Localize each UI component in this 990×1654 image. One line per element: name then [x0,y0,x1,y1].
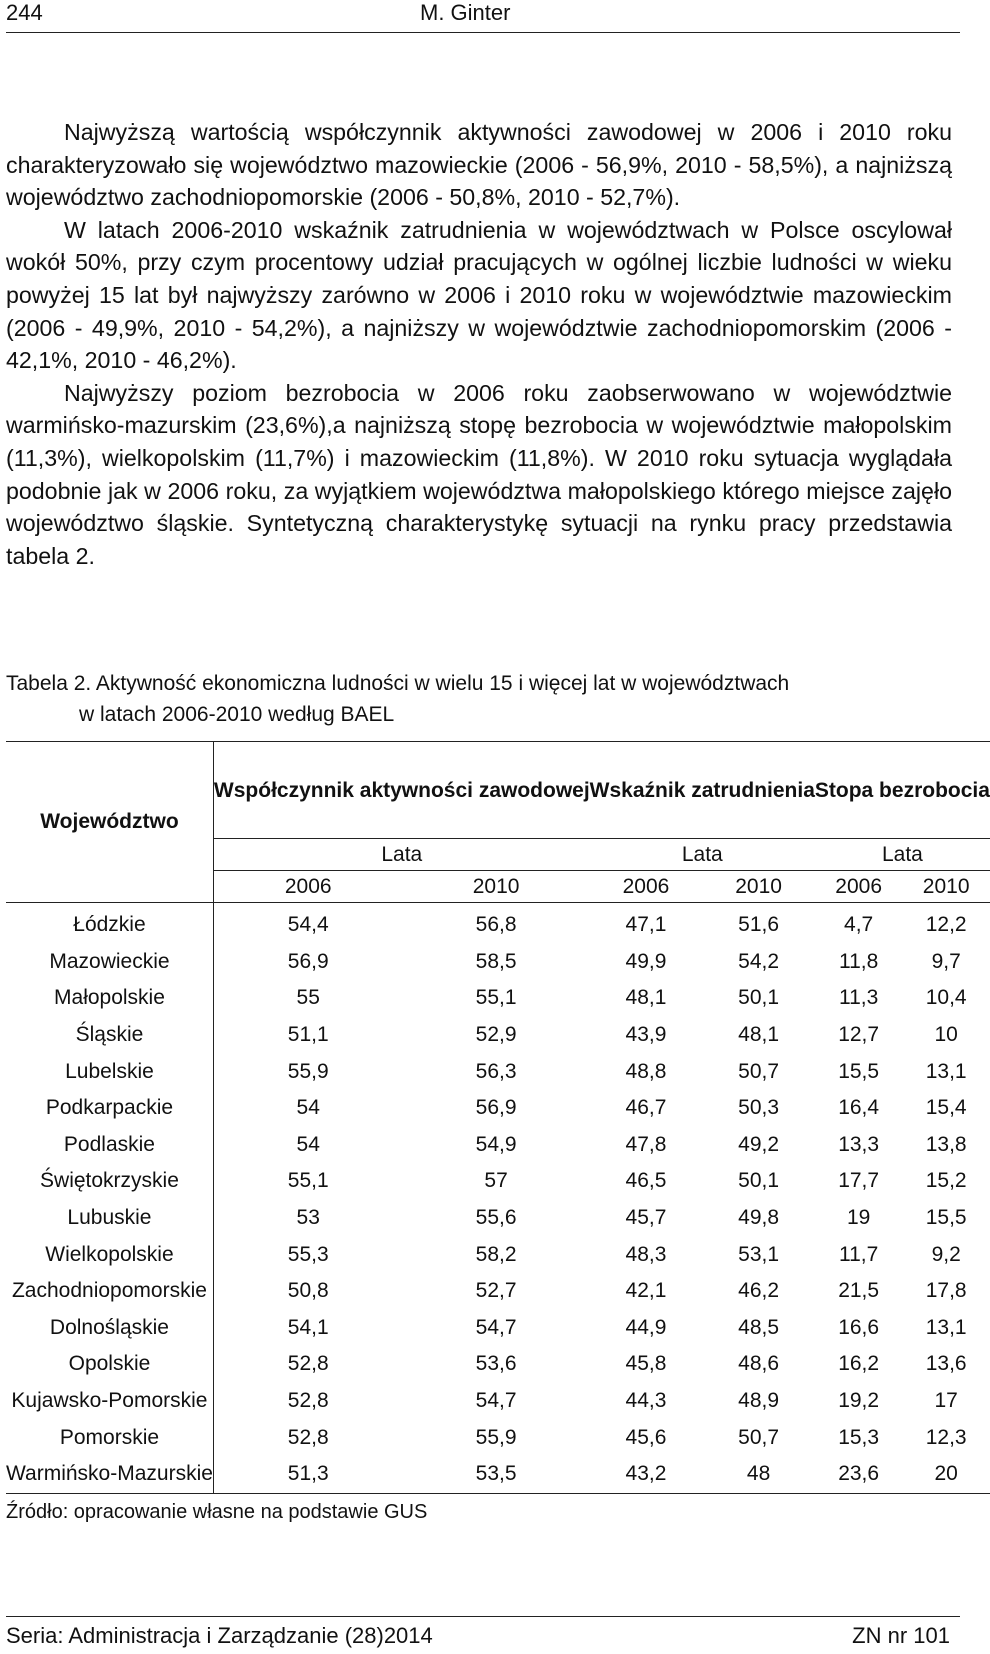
value-cell: 12,2 [925,913,967,937]
value-cell: 54 [296,1132,320,1156]
group-header-unemployment: Stopa bezrobocia [815,742,990,839]
value-cell: 51,6 [738,913,780,937]
value-cell: 45,7 [625,1206,667,1230]
value-cell: 46,5 [625,1169,667,1193]
value-cell: 56,3 [475,1059,517,1083]
value-cell: 55,9 [475,1425,517,1449]
value-cell: 45,8 [625,1352,667,1376]
value-cell: 57 [484,1169,508,1193]
value-cell: 21,5 [838,1279,880,1303]
value-cell: 13,1 [925,1059,967,1083]
value-cell: 48,9 [738,1389,780,1413]
source-note: Źródło: opracowanie własne na podstawie GUS [6,1501,428,1523]
value-cell: 55,9 [287,1059,329,1083]
value-cell: 50,7 [738,1425,780,1449]
value-cell: 17,8 [925,1279,967,1303]
region-cell: Dolnośląskie [6,1310,213,1347]
region-cell: Zachodniopomorskie [6,1273,213,1310]
year-header: 2010 [702,871,815,903]
value-cell: 48,3 [625,1242,667,1266]
data-table [6,741,990,1494]
page-number: 244 [6,0,43,25]
value-cell: 23,6 [815,1456,903,1493]
caption-line: w latach 2006-2010 według BAEL [79,703,395,726]
value-cell: 10 [934,1023,958,1047]
page-header [6,0,960,33]
region-cell: Lubuskie [6,1200,213,1237]
value-cell: 54,7 [475,1389,517,1413]
table-row [6,1200,990,1237]
value-cell: 52,7 [475,1279,517,1303]
value-cell: 12,3 [925,1425,967,1449]
region-column-header: Województwo [6,742,213,903]
table-caption [6,668,952,730]
caption-line: Tabela 2. Aktywność ekonomiczna ludności w wielu 15 i więcej lat w województwach [6,672,790,695]
value-cell: 49,2 [738,1132,780,1156]
value-cell: 53,6 [475,1352,517,1376]
table-row [6,1346,990,1383]
table-row [6,1127,990,1164]
value-cell: 15,2 [925,1169,967,1193]
region-cell: Wielkopolskie [6,1236,213,1273]
region-cell: Pomorskie [6,1419,213,1456]
value-cell: 47,1 [625,913,667,937]
data-table-wrapper [6,741,990,1494]
value-cell: 48,1 [738,1023,780,1047]
value-cell: 17 [934,1389,958,1413]
value-cell: 15,5 [925,1206,967,1230]
value-cell: 51,1 [287,1023,329,1047]
issue-number: ZN nr 101 [852,1623,950,1648]
series-title: Seria: Administracja i Zarządzanie (28)2014 [6,1623,433,1648]
value-cell: 20 [902,1456,990,1493]
value-cell: 17,7 [838,1169,880,1193]
years-subheader: Lata [815,839,990,871]
value-cell: 4,7 [844,913,874,937]
value-cell: 16,2 [838,1352,880,1376]
region-cell: Łódzkie [6,903,213,944]
table-row [6,1310,990,1347]
value-cell: 11,7 [838,1242,879,1266]
value-cell: 55,3 [287,1242,329,1266]
year-header: 2006 [590,871,703,903]
value-cell: 49,9 [625,949,667,973]
value-cell: 51,3 [213,1456,402,1493]
table-row [6,1419,990,1456]
year-header: 2010 [403,871,590,903]
region-cell: Kujawsko-Pomorskie [6,1383,213,1420]
group-header-activity: Współczynnik aktywności zawodowej [213,742,589,839]
value-cell: 50,3 [738,1096,780,1120]
value-cell: 53 [296,1206,320,1230]
group-header-employment: Wskaźnik zatrudnienia [590,742,815,839]
value-cell: 54,1 [287,1315,329,1339]
value-cell: 52,8 [287,1389,329,1413]
region-cell: Warmińsko-Mazurskie [6,1456,213,1493]
table-row [6,944,990,981]
table-row [6,1273,990,1310]
page-footer [6,1616,960,1654]
table-row [6,1053,990,1090]
region-cell: Opolskie [6,1346,213,1383]
region-cell: Mazowieckie [6,944,213,981]
value-cell: 50,8 [287,1279,329,1303]
value-cell: 55,6 [475,1206,517,1230]
value-cell: 58,2 [475,1242,517,1266]
value-cell: 55,1 [287,1169,329,1193]
table-row [6,1017,990,1054]
value-cell: 56,9 [287,949,329,973]
value-cell: 13,3 [838,1132,880,1156]
value-cell: 50,7 [738,1059,780,1083]
table-row [6,1163,990,1200]
value-cell: 44,3 [625,1389,667,1413]
region-cell: Podkarpackie [6,1090,213,1127]
table-row [6,1236,990,1273]
value-cell: 48,5 [738,1315,780,1339]
body-text [6,116,952,572]
value-cell: 56,8 [475,913,517,937]
table-row [6,980,990,1017]
year-header: 2006 [815,871,903,903]
value-cell: 48,8 [625,1059,667,1083]
paragraph: Najwyższą wartością współczynnik aktywności zawodowej w 2006 i 2010 roku charakteryzowało się województwo mazowieckie (2006 - 56,9%, 2010 - 58,5%), a najniższą województwo zachodniopomorskie (2006 - 50,8%, 2010 - 52,7%). [6,119,952,211]
value-cell: 58,5 [475,949,517,973]
value-cell: 13,8 [925,1132,967,1156]
value-cell: 50,1 [738,986,780,1010]
region-cell: Małopolskie [6,980,213,1017]
value-cell: 52,9 [475,1023,517,1047]
years-subheader: Lata [213,839,589,871]
value-cell: 42,1 [625,1279,667,1303]
value-cell: 47,8 [625,1132,667,1156]
region-cell: Śląskie [6,1017,213,1054]
value-cell: 11,3 [838,986,879,1010]
value-cell: 13,1 [925,1315,967,1339]
value-cell: 54,7 [475,1315,517,1339]
value-cell: 43,9 [625,1023,667,1047]
value-cell: 53,5 [403,1456,590,1493]
value-cell: 54,9 [475,1132,517,1156]
value-cell: 54,4 [287,913,329,937]
table-row [6,1456,990,1493]
value-cell: 45,6 [625,1425,667,1449]
value-cell: 9,7 [931,949,961,973]
region-cell: Świętokrzyskie [6,1163,213,1200]
region-cell: Podlaskie [6,1127,213,1164]
value-cell: 48,1 [625,986,667,1010]
value-cell: 16,4 [838,1096,880,1120]
value-cell: 55,1 [475,986,517,1010]
value-cell: 19,2 [838,1389,880,1413]
value-cell: 11,8 [838,949,879,973]
running-head: M. Ginter [420,0,511,25]
value-cell: 19 [846,1206,871,1230]
value-cell: 50,1 [738,1169,780,1193]
value-cell: 56,9 [475,1096,517,1120]
value-cell: 49,8 [738,1206,780,1230]
value-cell: 10,4 [925,986,967,1010]
value-cell: 46,2 [738,1279,780,1303]
value-cell: 15,3 [838,1425,880,1449]
value-cell: 48 [702,1456,815,1493]
value-cell: 54 [296,1096,320,1120]
table-row [6,903,990,944]
year-header: 2010 [902,871,990,903]
value-cell: 12,7 [838,1023,880,1047]
table-row [6,1383,990,1420]
region-cell: Lubelskie [6,1053,213,1090]
value-cell: 13,6 [925,1352,967,1376]
table-body [6,903,990,1494]
paragraph: Najwyższy poziom bezrobocia w 2006 roku zaobserwowano w województwie warmińsko-mazurskim (23,6%),a najniższą stopę bezrobocia w województwie małopolskim (11,3%), wielkopolskim (11,7%) i mazowieckim (11,8%). W 2010 roku sytuacja wyglądała podobnie jak w 2006 roku, za wyjątkiem województwa małopolskiego którego miejsce zajęło województwo śląskie. Syntetyczną charakterystykę sytuacji na rynku pracy przedstawia tabela 2. [6,379,952,569]
value-cell: 54,2 [738,949,780,973]
paragraph: W latach 2006-2010 wskaźnik zatrudnienia w województwach w Polsce oscylował wokół 50%, przy czym procentowy udział pracujących w ogólnej liczbie ludności w wieku powyżej 15 lat był najwyższy zarówno w 2006 i 2010 roku w województwie mazowieckim (2006 - 49,9%, 2010 - 54,2%), a najniższy w województwie zachodniopomorskim (2006 - 42,1%, 2010 - 46,2%). [6,216,952,374]
value-cell: 16,6 [838,1315,880,1339]
value-cell: 46,7 [625,1096,667,1120]
value-cell: 44,9 [625,1315,667,1339]
year-header: 2006 [213,871,402,903]
value-cell: 55 [296,986,320,1010]
value-cell: 9,2 [931,1242,961,1266]
table-row [6,1090,990,1127]
value-cell: 15,5 [838,1059,880,1083]
value-cell: 43,2 [590,1456,703,1493]
value-cell: 52,8 [287,1352,329,1376]
value-cell: 48,6 [738,1352,780,1376]
value-cell: 53,1 [738,1242,780,1266]
value-cell: 15,4 [925,1096,967,1120]
years-subheader: Lata [590,839,815,871]
value-cell: 52,8 [287,1425,329,1449]
